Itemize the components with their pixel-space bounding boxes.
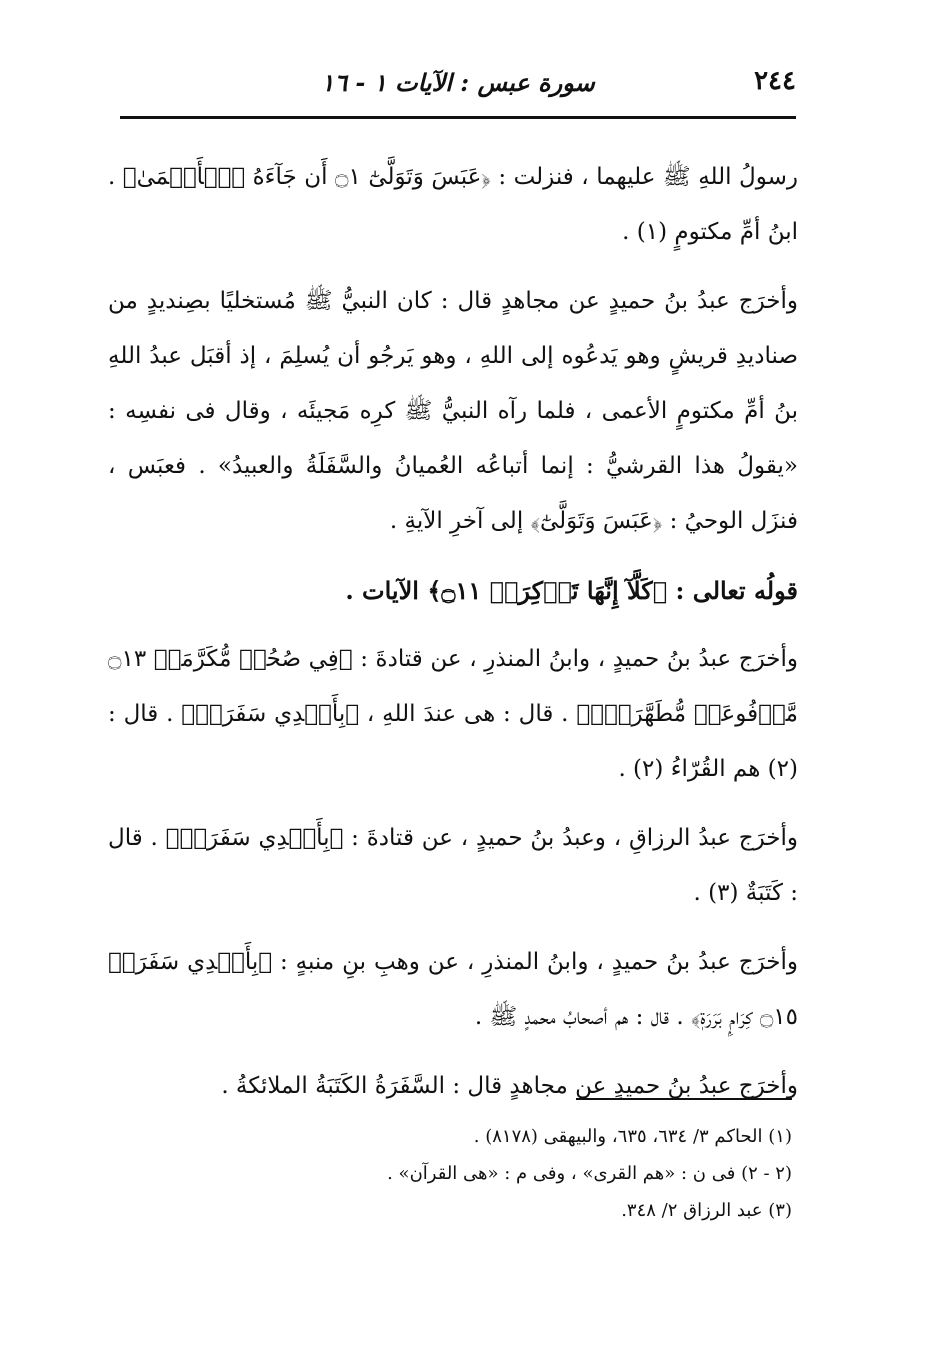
- body-text: [108, 150, 798, 1128]
- footnote-rule: [576, 1098, 792, 1100]
- paragraph-6: وأخرَج عبدُ بنُ حميدٍ عن مجاهدٍ قال : السَّفَرَةُ الكَتَبَةُ الملائكةُ .: [221, 1073, 798, 1099]
- paragraph-2: وأخرَج عبدُ بنُ حميدٍ عن مجاهدٍ قال : كان النبيُّ ﷺ مُستخليًا بصِنديدٍ من صناديدِ قريشٍ وهو يَدعُوه إلى اللهِ ، وهو يَرجُو أن يُسلِمَ ، إذ أقبَل عبدُ اللهِ بنُ أمِّ مكتومٍ الأعمى ، فلما رآه النبيُّ ﷺ كرِه مَجيئَه ، وقال فى نفسِه : «يقولُ هذا القرشيُّ : إنما أتباعُه العُميانُ والسَّفَلَةُ والعبيدُ» . فعبَس ، فنزَل الوحيُ : ﴿عَبَسَ وَتَوَلَّىٰٓ﴾ إلى آخرِ الآيةِ .: [108, 288, 798, 534]
- page-header: [120, 62, 796, 102]
- header-rule: [120, 116, 796, 119]
- paragraph-1: رسولُ اللهِ ﷺ عليهما ، فنزلت : ﴿عَبَسَ وَتَوَلَّىٰٓ ۝١ أَن جَآءَهُ ٱلۡأَعۡمَىٰ﴾ . ابنُ أمِّ مكتومٍ (١) .: [108, 164, 799, 245]
- paragraph-3: وأخرَج عبدُ بنُ حميدٍ ، وابنُ المنذرِ ، عن قتادةَ : ﴿فِي صُحُفٖ مُّكَرَّمَةٖ ۝١٣ مَّرۡفُوعَةٖ مُّطَهَّرَةِۭ﴾ . قال : هى عندَ اللهِ ، ﴿بِأَيۡدِي سَفَرَةٖ﴾ . قال : (٢) هم القُرّاءُ (٢) .: [108, 646, 798, 782]
- paragraph-5: وأخرَج عبدُ بنُ حميدٍ ، وابنُ المنذرِ ، عن وهبِ بنِ منبهٍ : ﴿بِأَيۡدِي سَفَرَةٖ ۝١٥ كِرَامِۭ بَرَرَةٖ﴾ . قال : هم أصحابُ محمدٍ ﷺ .: [108, 949, 798, 1030]
- page-number: ٢٤٤: [754, 66, 796, 96]
- footnote-3: (٣) عبد الرزاق ٢/ ٣٤٨.: [621, 1200, 792, 1221]
- verse-heading: قولُه تعالى : ﴿كَلَّآ إِنَّهَا تَذۡكِرَةٞ ۝١١﴾ الآيات .: [345, 576, 798, 605]
- paragraph-4: وأخرَج عبدُ الرزاقِ ، وعبدُ بنُ حميدٍ ، عن قتادةَ : ﴿بِأَيۡدِي سَفَرَةٖ﴾ . قال : كَتَبَةٌ (٣) .: [108, 825, 798, 906]
- footnote-2: (٢ - ٢) فى ن : «هم القرى» ، وفى م : «هى القرآن» .: [387, 1163, 792, 1184]
- running-title: سورة عبس : الآيات ١ - ١٦: [321, 68, 595, 97]
- footnote-1: (١) الحاكم ٣/ ٦٣٤، ٦٣٥، والبيهقى (٨١٧٨) .: [473, 1126, 792, 1147]
- footnotes: [152, 1118, 792, 1229]
